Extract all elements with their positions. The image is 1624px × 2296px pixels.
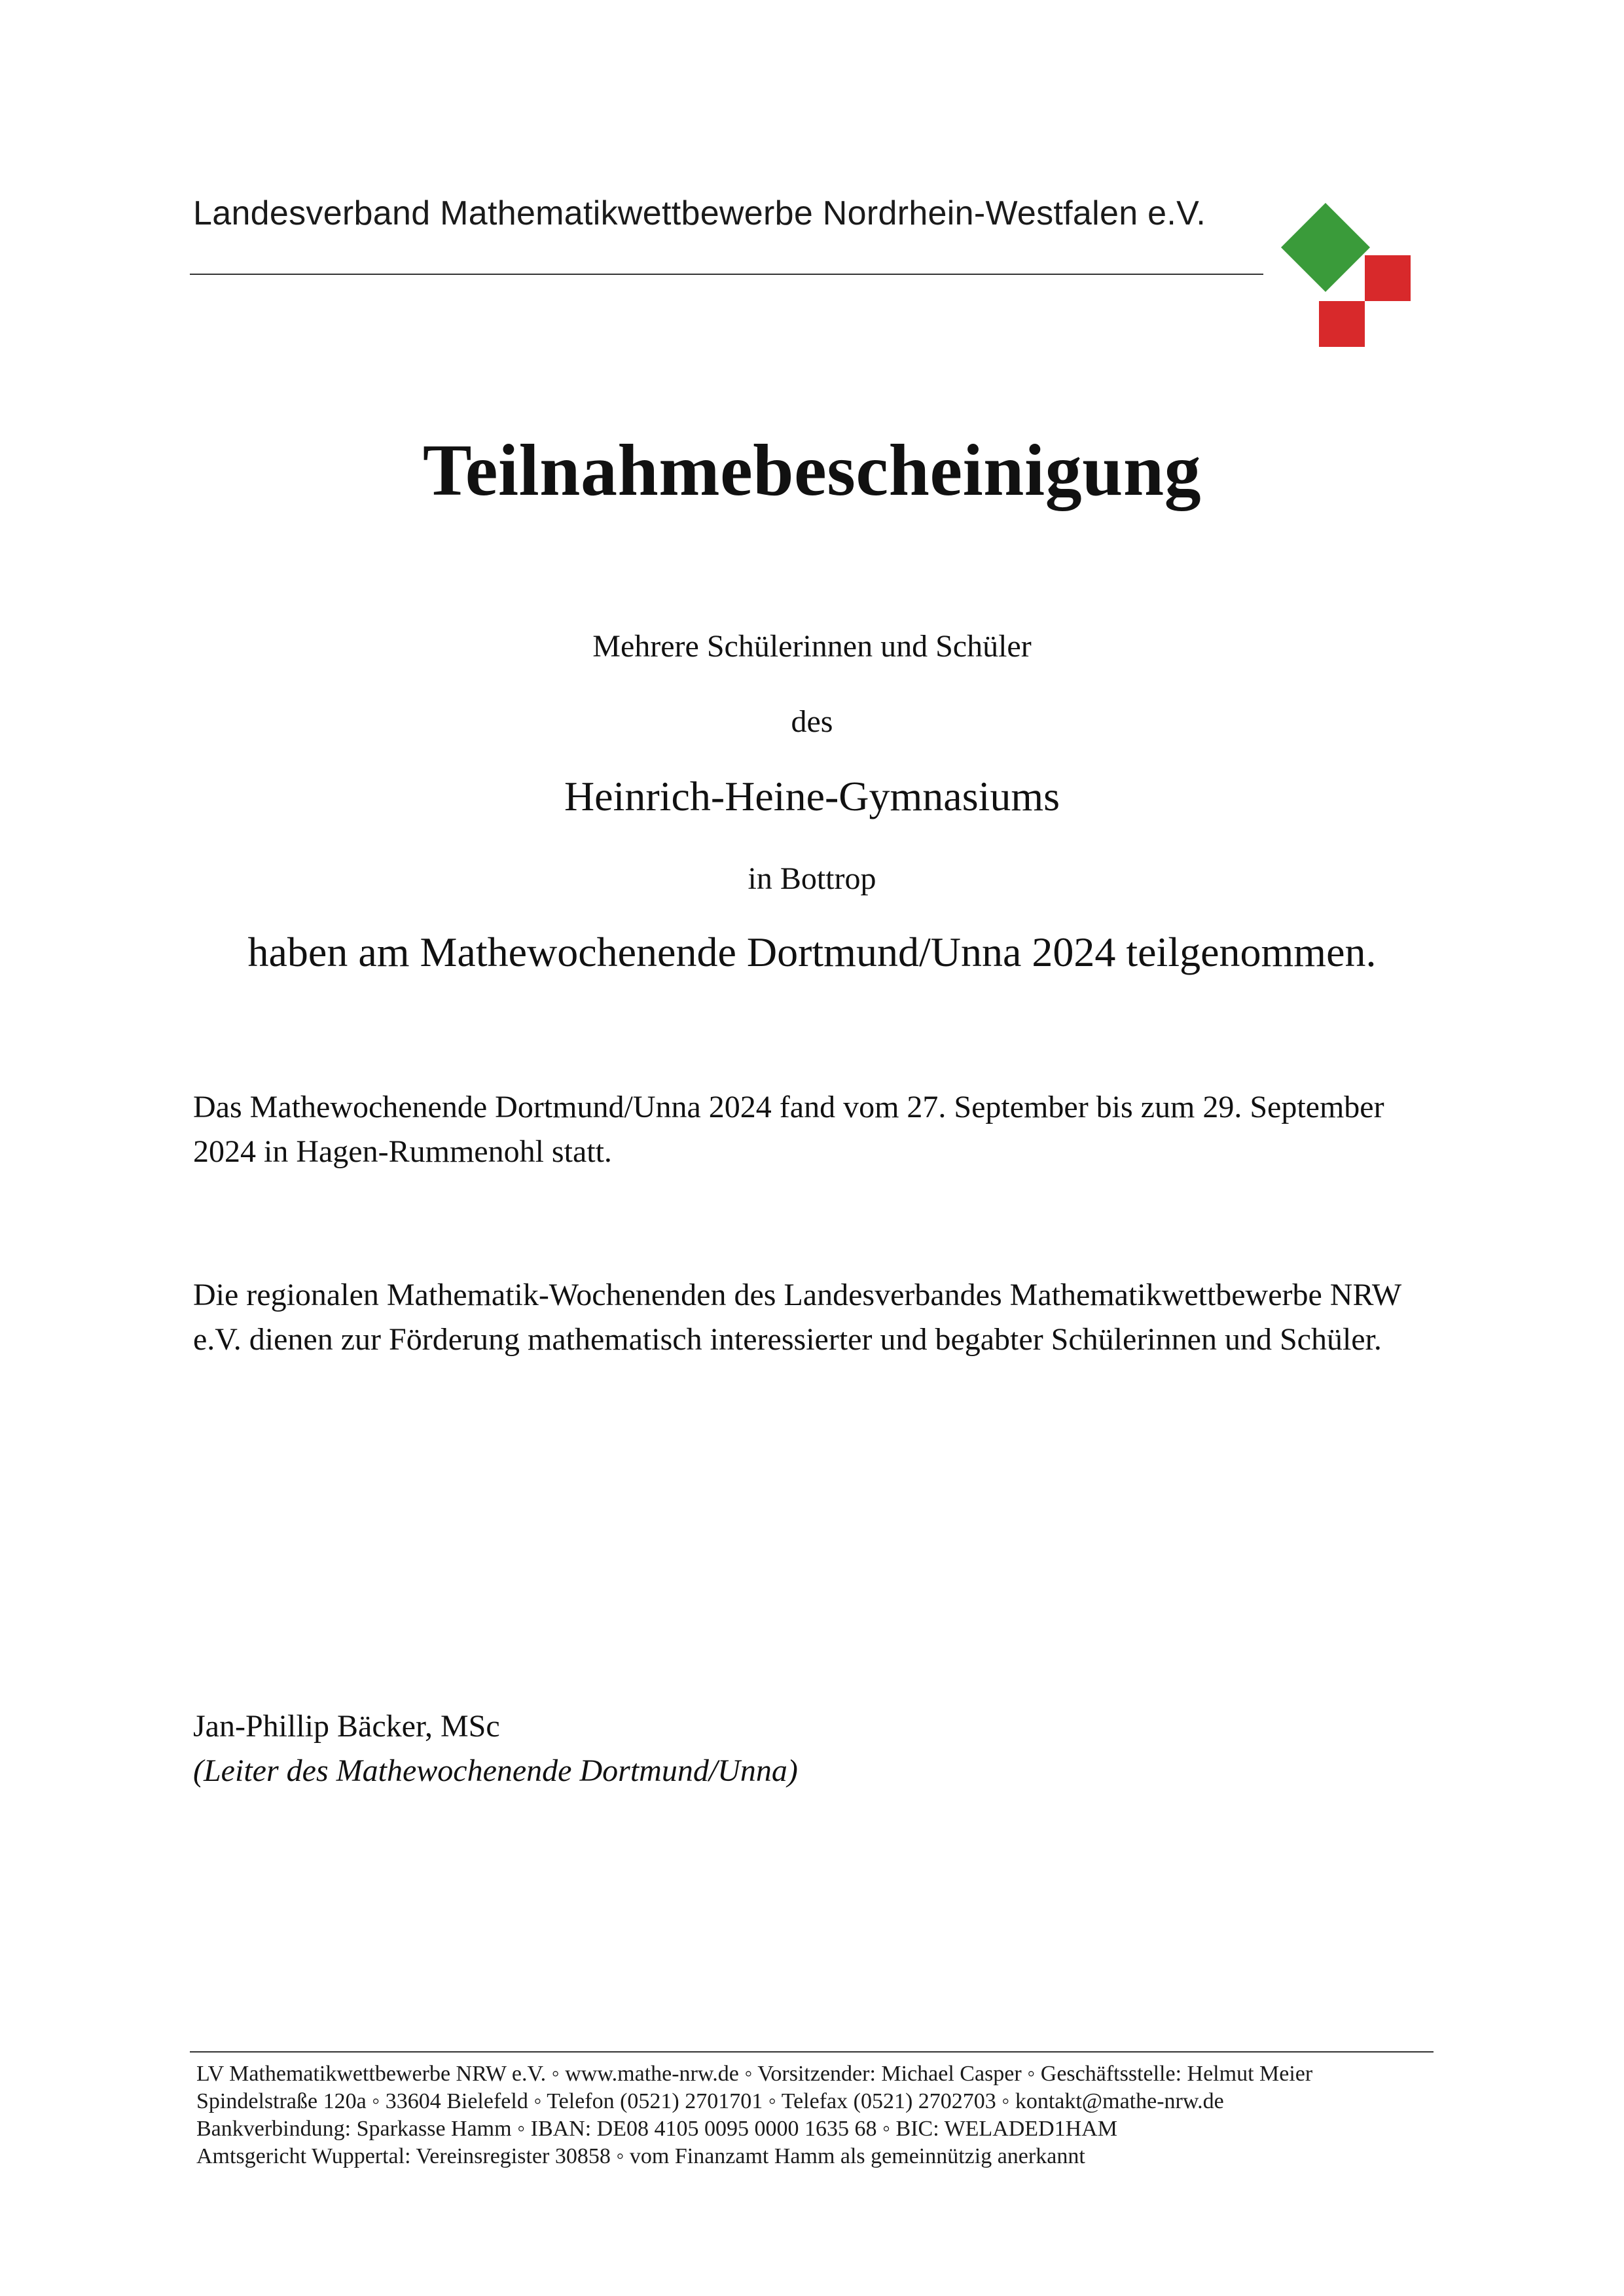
footer-line-address: Spindelstraße 120a ◦ 33604 Bielefeld ◦ Telefon (0521) 2701701 ◦ Telefax (0521) 2702703 ◦ kontakt@mathe-nrw.de <box>196 2089 1224 2113</box>
header-divider <box>190 274 1263 275</box>
purpose-paragraph: Die regionalen Mathematik-Wochenenden des Landesverbandes Mathematikwettbewerbe NRW e.V. dienen zur Förderung mathematisch interessierter und begabter Schülerinnen und Schüler. <box>193 1278 1401 1357</box>
logo-red-square-top <box>1365 255 1411 301</box>
signatory-role: (Leiter des Mathewochenende Dortmund/Unna) <box>193 1753 798 1788</box>
certificate-title: Teilnahmebescheinigung <box>422 430 1202 511</box>
organization-name: Landesverband Mathematikwettbewerbe Nordrhein-Westfalen e.V. <box>193 194 1206 232</box>
footer-line-contact: LV Mathematikwettbewerbe NRW e.V. ◦ www.mathe-nrw.de ◦ Vorsitzender: Michael Casper ◦ Geschäftsstelle: Helmut Meier <box>196 2062 1313 2086</box>
logo-red-square-bottom <box>1319 301 1365 347</box>
participation-statement: haben am Mathewochenende Dortmund/Unna 2024 teilgenommen. <box>247 929 1377 975</box>
footer <box>196 2060 1312 2170</box>
recipient-line: Mehrere Schülerinnen und Schüler <box>592 629 1032 664</box>
footer-divider <box>190 2051 1434 2053</box>
organization-logo-icon <box>1280 203 1417 353</box>
signatory-name: Jan-Phillip Bäcker, MSc <box>193 1709 500 1744</box>
school-city: in Bottrop <box>748 861 876 896</box>
event-details-paragraph: Das Mathewochenende Dortmund/Unna 2024 fand vom 27. September bis zum 29. September 2024 in Hagen-Rummenohl statt. <box>193 1090 1384 1169</box>
logo-green-square <box>1281 203 1370 292</box>
school-name: Heinrich-Heine-Gymnasiums <box>564 773 1060 819</box>
recipient-connector: des <box>791 704 833 739</box>
footer-line-registry: Amtsgericht Wuppertal: Vereinsregister 30858 ◦ vom Finanzamt Hamm als gemeinnützig anerkannt <box>196 2144 1085 2168</box>
footer-line-bank: Bankverbindung: Sparkasse Hamm ◦ IBAN: DE08 4105 0095 0000 1635 68 ◦ BIC: WELADED1HAM <box>196 2117 1117 2141</box>
